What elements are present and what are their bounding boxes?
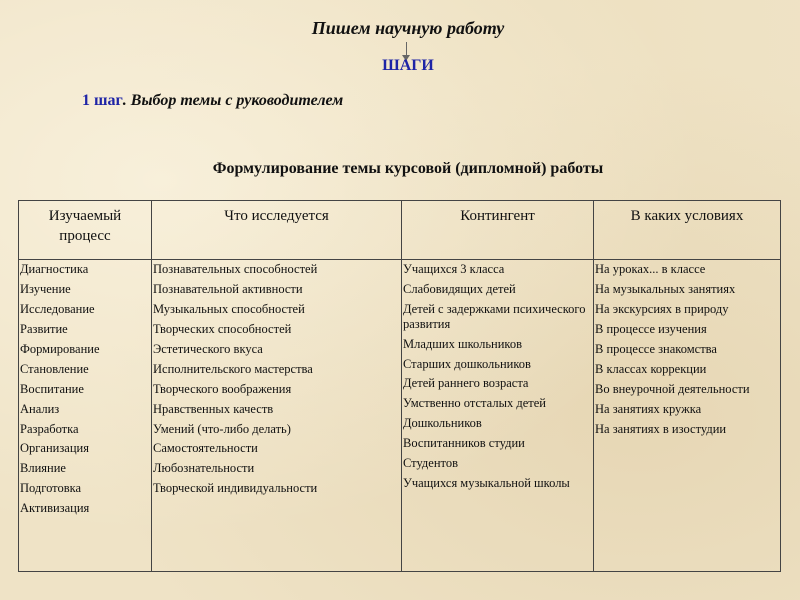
list-item: Исполнительского мастерства: [153, 361, 313, 376]
list-item: Учащихся музыкальной школы: [403, 476, 570, 491]
list-item: Студентов: [403, 456, 458, 471]
list-item: Умственно отсталых детей: [403, 396, 546, 411]
list-item: Диагностика: [20, 262, 89, 276]
list-item: В классах коррекции: [595, 361, 707, 376]
list-item: В процессе знакомства: [595, 341, 717, 356]
conditions-cell: [594, 260, 781, 572]
list-item: Влияние: [20, 461, 66, 476]
list-item: Старших дошкольников: [403, 356, 531, 371]
list-item: Дошкольников: [403, 416, 482, 431]
list-item: Познавательной активности: [153, 281, 303, 296]
list-item: Активизация: [20, 501, 90, 516]
list-item: Познавательных способностей: [153, 262, 318, 276]
table-header-row: [19, 201, 781, 260]
list-item: Учащихся 3 класса: [403, 262, 505, 276]
page-title: Пишем научную работу: [311, 18, 505, 38]
list-item: Организация: [20, 441, 89, 456]
list-item: Детей раннего возраста: [403, 376, 529, 391]
list-item: Воспитание: [20, 381, 84, 396]
table-title: Формулирование темы курсовой (дипломной) работы: [212, 160, 604, 177]
list-item: В процессе изучения: [595, 321, 707, 336]
list-item: Разработка: [20, 421, 79, 436]
column-header-contingent: Контингент: [402, 201, 594, 260]
list-item: Нравственных качеств: [153, 401, 274, 416]
list-item: Эстетического вкуса: [153, 341, 263, 356]
list-item: Детей с задержками психического развития: [403, 301, 586, 331]
list-item: Творческого воображения: [153, 381, 292, 396]
list-item: Развитие: [20, 321, 68, 336]
list-item: Анализ: [20, 401, 60, 416]
table-row: [19, 260, 781, 572]
list-item: На занятиях в изостудии: [595, 421, 727, 436]
process-cell: [19, 260, 152, 572]
subject-cell: [152, 260, 402, 572]
list-item: Исследование: [20, 301, 95, 316]
list-item: На экскурсиях в природу: [595, 301, 729, 316]
list-item: Самостоятельности: [153, 441, 258, 456]
list-item: Творческих способностей: [153, 321, 292, 336]
topic-table: [18, 200, 781, 572]
list-item: Творческой индивидуальности: [153, 481, 318, 496]
step-text: . Выбор темы с руководителем: [122, 92, 344, 109]
list-item: Изучение: [20, 281, 71, 296]
list-item: Музыкальных способностей: [153, 301, 305, 316]
list-item: Становление: [20, 361, 89, 376]
column-header-conditions: В каких условиях: [594, 201, 781, 260]
list-item: На занятиях кружка: [595, 401, 702, 416]
list-item: Любознательности: [153, 461, 255, 476]
list-item: На музыкальных занятиях: [595, 281, 736, 296]
list-item: Воспитанников студии: [403, 436, 525, 451]
column-header-subject: Что исследуется: [152, 201, 402, 260]
list-item: Младших школьников: [403, 336, 523, 351]
list-item: Во внеурочной деятельности: [595, 381, 750, 396]
step-1-heading: [82, 92, 343, 110]
list-item: Подготовка: [20, 481, 82, 496]
list-item: Слабовидящих детей: [403, 281, 516, 296]
list-item: На уроках... в классе: [595, 262, 706, 276]
step-number: 1 шаг: [82, 92, 123, 109]
list-item: Формирование: [20, 341, 100, 356]
list-item: Умений (что-либо делать): [153, 421, 291, 436]
column-header-process: Изучаемый процесс: [19, 201, 152, 260]
contingent-cell: [402, 260, 594, 572]
steps-label: ШАГИ: [382, 57, 434, 74]
